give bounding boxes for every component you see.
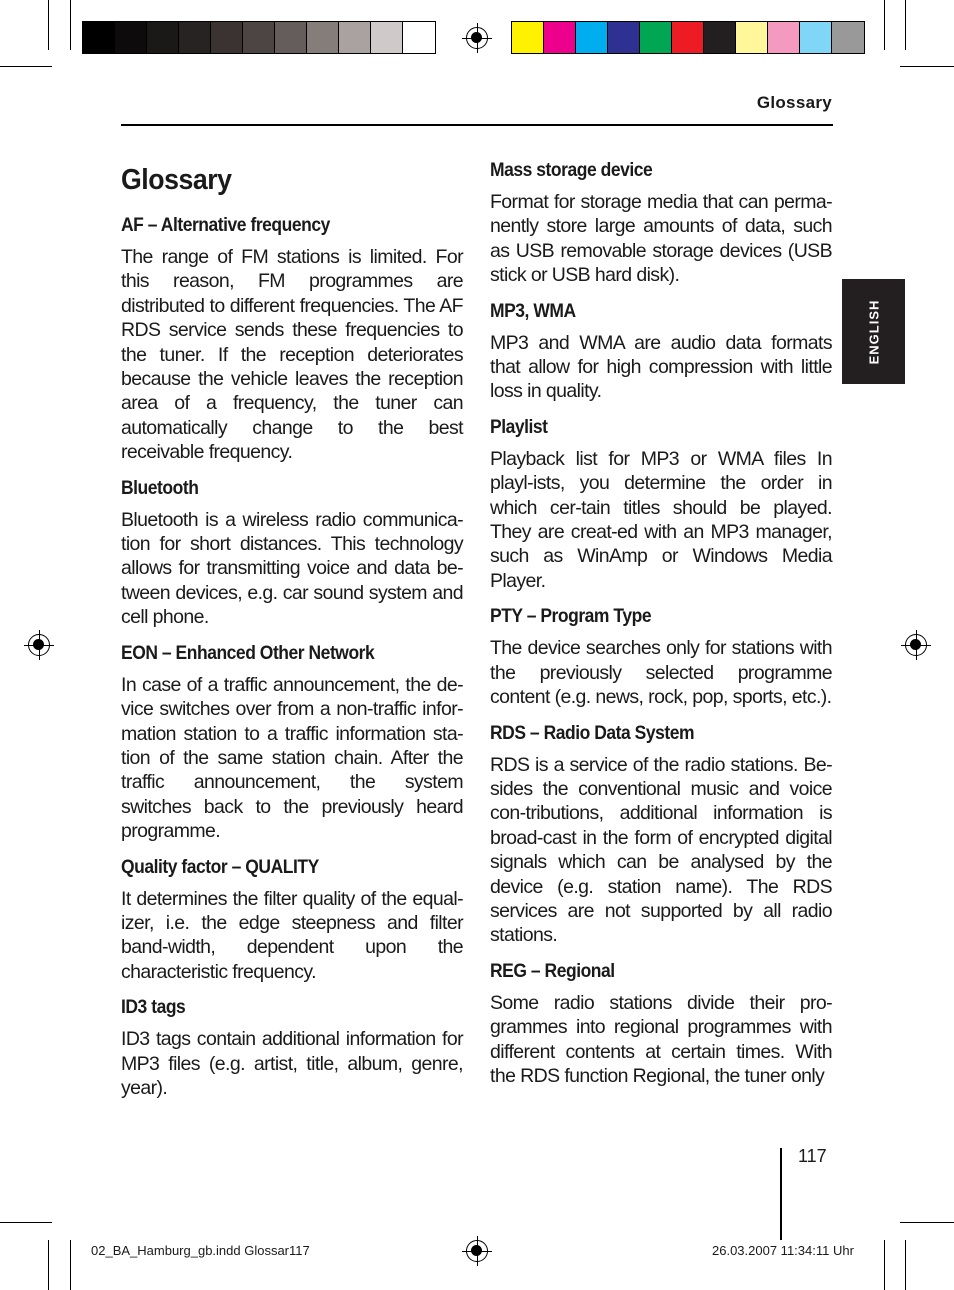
- glossary-definition: RDS is a service of the radio stations. Be-sides the conventional music and voice con-tributions, additional information is broad-cast in the form of encrypted digital signals which can be analysed by the device (e.g. station name). The RDS services are not supported by all radio stations.: [490, 753, 832, 947]
- glossary-entry: [490, 417, 832, 593]
- glossary-term: Mass storage device: [490, 160, 653, 181]
- glossary-definition: It determines the filter quality of the equal-izer, i.e. the edge steepness and filter band-width, dependent upon the characteristic frequency.: [121, 887, 463, 983]
- crop-mark: [0, 1222, 52, 1223]
- glossary-term: EON – Enhanced Other Network: [121, 642, 375, 664]
- glossary-entry: [490, 723, 832, 948]
- glossary-entry: [121, 857, 463, 985]
- print-slug-timestamp: 26.03.2007 11:34:11 Uhr: [712, 1243, 854, 1258]
- crop-mark: [900, 66, 954, 67]
- glossary-entry: [490, 961, 832, 1089]
- glossary-term: RDS – Radio Data System: [490, 722, 695, 744]
- glossary-entry: [121, 643, 463, 844]
- grayscale-color-bar: [82, 21, 436, 54]
- crop-mark: [900, 1222, 954, 1223]
- color-swatch: [243, 22, 275, 53]
- crop-mark: [70, 1240, 71, 1290]
- color-swatch: [768, 22, 800, 53]
- color-swatch: [179, 22, 211, 53]
- page-number: 117: [798, 1146, 827, 1166]
- crop-mark: [884, 1240, 885, 1290]
- glossary-definition: Bluetooth is a wireless radio communica-tion for short distances. This technology allows for transmitting voice and data be-tween devices, e.g. car sound system and cell phone.: [121, 508, 463, 629]
- crop-mark: [48, 0, 49, 50]
- color-swatch: [512, 22, 544, 53]
- crop-mark: [70, 0, 71, 50]
- registration-mark-icon: [466, 27, 488, 49]
- crop-mark: [0, 66, 52, 67]
- color-swatch: [672, 22, 704, 53]
- registration-mark-icon: [905, 634, 927, 656]
- color-swatch: [832, 22, 864, 53]
- glossary-entry: [121, 215, 463, 465]
- glossary-definition: The range of FM stations is limited. For this reason, FM programmes are distributed to different frequencies. The AF RDS service sends these frequencies to the tuner. If the reception deteriorates because the vehicle leaves the reception area of a frequency, the tuner can automatically change to the best receivable frequency.: [121, 246, 463, 464]
- color-swatch: [275, 22, 307, 53]
- print-slug-file: 02_BA_Hamburg_gb.indd Glossar117: [91, 1243, 310, 1258]
- registration-mark-icon: [28, 634, 50, 656]
- color-swatch: [800, 22, 832, 53]
- glossary-entry: [121, 478, 463, 630]
- crop-mark: [48, 1240, 49, 1290]
- registration-mark-icon: [466, 1240, 488, 1262]
- glossary-definition: Playback list for MP3 or WMA files In playl-ists, you determine the order in which cer-tain titles should be played. They are creat-ed with an MP3 manager, such as WinAmp or Windows Media Player.: [490, 447, 832, 592]
- language-tab-label: ENGLISH: [866, 299, 881, 364]
- right-column: [490, 160, 832, 1101]
- process-color-bar: [511, 21, 865, 54]
- color-swatch: [371, 22, 403, 53]
- header-rule: [121, 124, 833, 126]
- glossary-term: Bluetooth: [121, 477, 199, 499]
- glossary-term: Quality factor – QUALITY: [121, 856, 319, 878]
- glossary-entry: [490, 606, 832, 709]
- glossary-term: AF – Alternative frequency: [121, 215, 330, 236]
- running-head: Glossary: [756, 93, 832, 112]
- color-swatch: [83, 22, 115, 53]
- crop-mark: [884, 0, 885, 50]
- glossary-entry: [490, 301, 832, 404]
- color-swatch: [403, 22, 435, 53]
- glossary-term: ID3 tags: [121, 997, 186, 1019]
- glossary-term: MP3, WMA: [490, 300, 576, 322]
- page-title: Glossary: [121, 164, 232, 196]
- color-swatch: [307, 22, 339, 53]
- glossary-entry: [121, 997, 463, 1100]
- glossary-definition: ID3 tags contain additional information for MP3 files (e.g. artist, title, album, genre, year).: [121, 1028, 463, 1099]
- color-swatch: [640, 22, 672, 53]
- glossary-term: Playlist: [490, 416, 548, 438]
- glossary-definition: The device searches only for stations with the previously selected programme content (e.g. news, rock, pop, sports, etc.).: [490, 637, 832, 709]
- glossary-entry: [490, 160, 832, 288]
- color-swatch: [544, 22, 576, 53]
- color-swatch: [736, 22, 768, 53]
- color-swatch: [147, 22, 179, 53]
- crop-mark: [905, 0, 906, 50]
- glossary-definition: Some radio stations divide their pro-grammes into regional programmes with different contents at certain times. With the RDS function Regional, the tuner only: [490, 991, 832, 1087]
- color-swatch: [704, 22, 736, 53]
- page-number-rule: [780, 1148, 782, 1240]
- glossary-term: REG – Regional: [490, 960, 615, 982]
- color-swatch: [576, 22, 608, 53]
- color-swatch: [211, 22, 243, 53]
- crop-mark: [905, 1240, 906, 1290]
- glossary-definition: In case of a traffic announcement, the de-vice switches over from a non-traffic infor-mation station to a traffic information sta-tion of the same station chain. After the traffic announcement, the system switches back to the previously heard programme.: [121, 673, 463, 843]
- glossary-term: PTY – Program Type: [490, 606, 652, 628]
- left-column: [121, 160, 463, 1113]
- color-swatch: [339, 22, 371, 53]
- glossary-definition: Format for storage media that can perma-nently store large amounts of data, such as USB removable storage devices (USB stick or USB hard disk).: [490, 191, 832, 287]
- color-swatch: [115, 22, 147, 53]
- glossary-definition: MP3 and WMA are audio data formats that allow for high compression with little loss in quality.: [490, 331, 832, 403]
- language-tab: [842, 279, 905, 384]
- color-swatch: [608, 22, 640, 53]
